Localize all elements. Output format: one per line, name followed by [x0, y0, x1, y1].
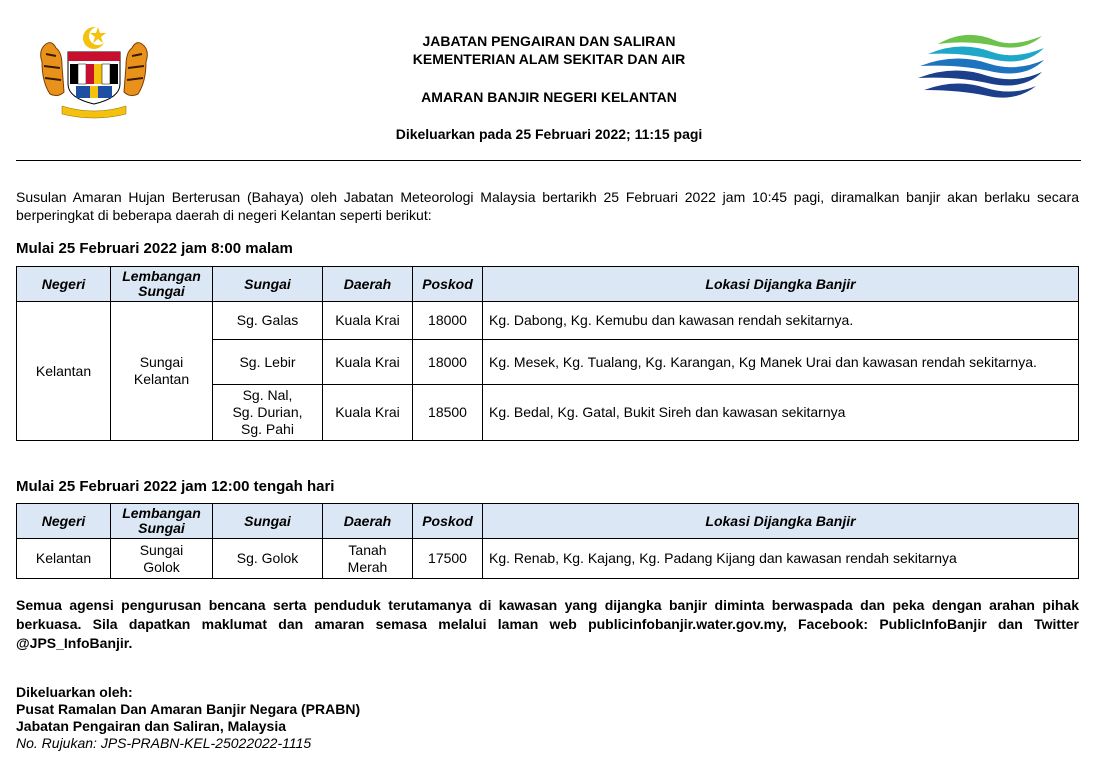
col-lokasi: Lokasi Dijangka Banjir — [483, 504, 1079, 539]
department-name: JABATAN PENGAIRAN DAN SALIRAN — [422, 33, 676, 49]
table-row — [17, 302, 1079, 340]
ministry-name: KEMENTERIAN ALAM SEKITAR DAN AIR — [412, 51, 686, 67]
cell-sungai: Sg. Lebir — [213, 340, 323, 385]
cell-lokasi: Kg. Dabong, Kg. Kemubu dan kawasan rendah sekitarnya. — [483, 302, 1079, 340]
col-daerah: Daerah — [323, 267, 413, 302]
section1-title: Mulai 25 Februari 2022 jam 8:00 malam — [16, 240, 293, 257]
cell-daerah: Tanah Merah — [323, 539, 413, 579]
cell-poskod: 18500 — [413, 385, 483, 441]
cell-lokasi: Kg. Renab, Kg. Kajang, Kg. Padang Kijang dan kawasan rendah sekitarnya — [483, 539, 1079, 579]
table-header-row — [17, 504, 1079, 539]
col-lokasi: Lokasi Dijangka Banjir — [483, 267, 1079, 302]
table-header-row — [17, 267, 1079, 302]
issued-date: Dikeluarkan pada 25 Februari 2022; 11:15 pagi — [395, 126, 703, 142]
section2-title: Mulai 25 Februari 2022 jam 12:00 tengah hari — [16, 478, 335, 495]
cell-sungai: Sg. Golok — [213, 539, 323, 579]
flood-table-section2 — [16, 503, 1079, 579]
issuer-org1: Pusat Ramalan Dan Amaran Banjir Negara (PRABN) — [16, 701, 361, 717]
department-heading — [0, 32, 1098, 68]
cell-poskod: 18000 — [413, 302, 483, 340]
cell-daerah: Kuala Krai — [323, 385, 413, 441]
col-daerah: Daerah — [323, 504, 413, 539]
cell-sungai: Sg. Nal, Sg. Durian, Sg. Pahi — [213, 385, 323, 441]
document-title: AMARAN BANJIR NEGERI KELANTAN — [421, 89, 677, 105]
table-row — [17, 539, 1079, 579]
cell-lembangan: Sungai Golok — [111, 539, 213, 579]
header-divider — [16, 160, 1081, 161]
col-negeri: Negeri — [17, 504, 111, 539]
issuer-org2: Jabatan Pengairan dan Saliran, Malaysia — [16, 718, 286, 734]
issuer-block — [16, 684, 360, 752]
cell-lokasi: Kg. Bedal, Kg. Gatal, Bukit Sireh dan kawasan sekitarnya — [483, 385, 1079, 441]
cell-lokasi: Kg. Mesek, Kg. Tualang, Kg. Karangan, Kg Manek Urai dan kawasan rendah sekitarnya. — [483, 340, 1079, 385]
reference-number: No. Rujukan: JPS-PRABN-KEL-25022022-1115 — [16, 735, 312, 751]
motto-ribbon-icon — [62, 106, 126, 118]
cell-negeri: Kelantan — [17, 539, 111, 579]
cell-lembangan: Sungai Kelantan — [111, 302, 213, 441]
cell-daerah: Kuala Krai — [323, 340, 413, 385]
intro-paragraph: Susulan Amaran Hujan Berterusan (Bahaya) oleh Jabatan Meteorologi Malaysia bertarikh 25 Februari 2022 jam 10:45 pagi, diramalkan banjir akan berlaku secara berperingkat di beberapa daerah di negeri Kelantan seperti berikut: — [16, 189, 1079, 223]
col-lembangan: Lembangan Sungai — [111, 267, 213, 302]
issued-by-label: Dikeluarkan oleh: — [16, 684, 133, 700]
col-poskod: Poskod — [413, 267, 483, 302]
advisory-notice: Semua agensi pengurusan bencana serta penduduk terutamanya di kawasan yang dijangka banjir diminta berwaspada dan peka dengan arahan pihak berkuasa. Sila dapatkan maklumat dan amaran semasa melalui laman web publicinfobanjir.water.gov.my, Facebook: PublicInfoBanjir dan Twitter @JPS_InfoBanjir. — [16, 597, 1079, 651]
cell-poskod: 17500 — [413, 539, 483, 579]
col-sungai: Sungai — [213, 267, 323, 302]
cell-negeri: Kelantan — [17, 302, 111, 441]
col-negeri: Negeri — [17, 267, 111, 302]
cell-daerah: Kuala Krai — [323, 302, 413, 340]
col-sungai: Sungai — [213, 504, 323, 539]
flood-table-section1 — [16, 266, 1079, 441]
cell-sungai: Sg. Galas — [213, 302, 323, 340]
col-lembangan: Lembangan Sungai — [111, 504, 213, 539]
cell-poskod: 18000 — [413, 340, 483, 385]
col-poskod: Poskod — [413, 504, 483, 539]
